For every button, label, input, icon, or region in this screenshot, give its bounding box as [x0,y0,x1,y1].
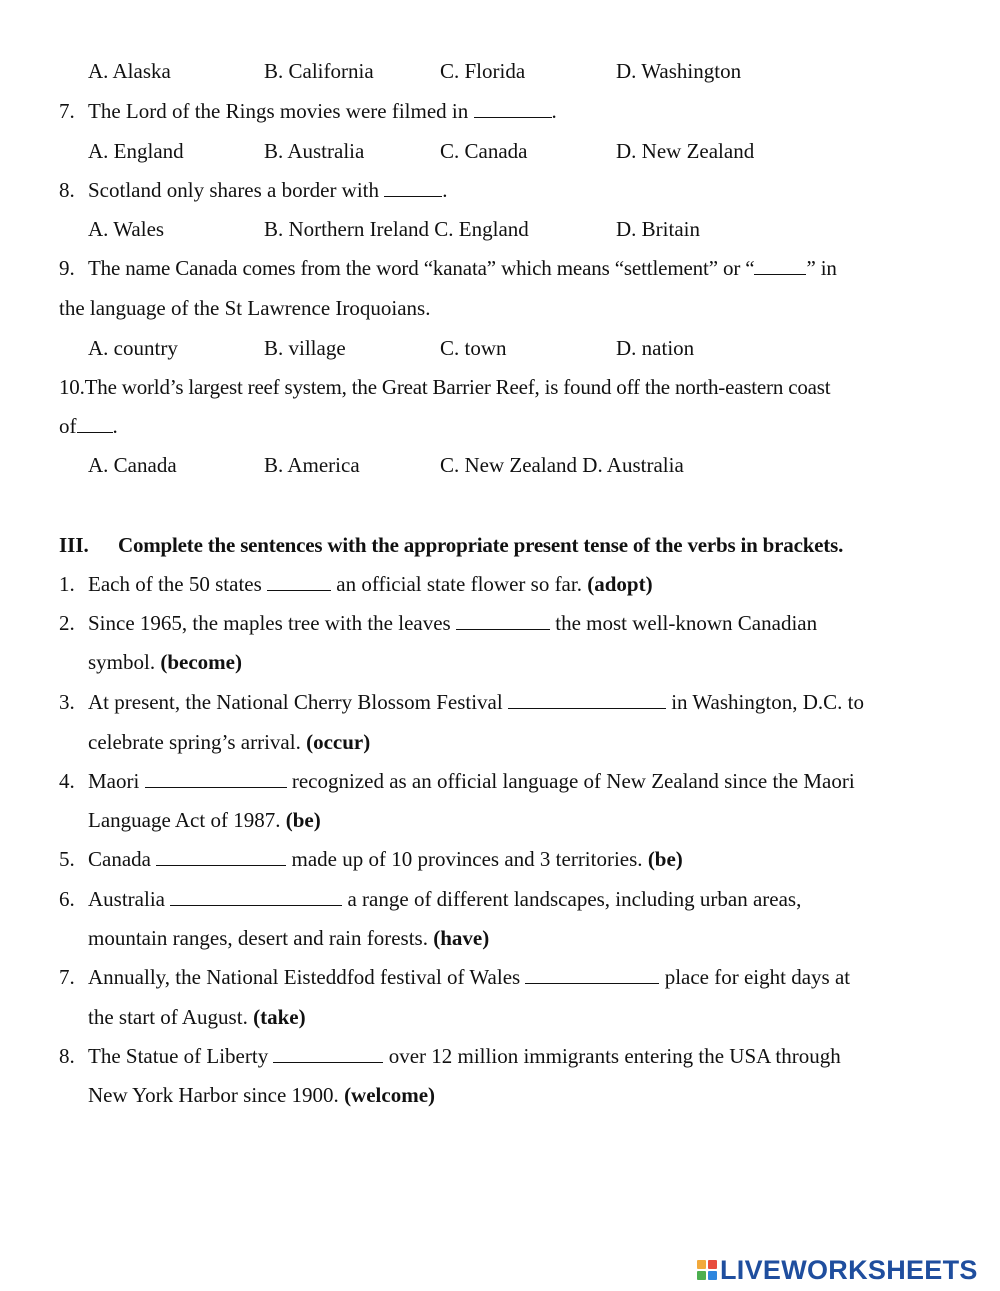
logo-square-icon [708,1271,717,1280]
item-text-end: made up of 10 provinces and 3 territories. [291,847,643,871]
option[interactable]: D. nation [616,336,695,360]
answer-blank[interactable] [384,180,442,197]
option[interactable]: D. Washington [616,59,742,83]
item-number: 5. [59,847,75,871]
exercise-item-3-continuation [88,730,370,754]
liveworksheets-logo [697,1252,978,1288]
option[interactable]: A. Canada [88,453,177,477]
verb-hint: (have) [433,926,490,950]
answer-blank[interactable] [754,258,806,275]
verb-hint: (occur) [306,730,371,754]
option[interactable]: A. England [88,139,184,163]
question-text: The Lord of the Rings movies were filmed in [88,99,469,123]
item-text: the start of August. [88,1005,248,1029]
question-text-end: . [112,414,118,438]
question-10: 10.The world’s largest reef system, the Great Barrier Reef, is found off the north-eastern coast [59,375,831,399]
verb-hint: (welcome) [344,1083,436,1107]
verb-hint: (take) [253,1005,306,1029]
exercise-item-8-continuation [88,1083,435,1107]
exercise-item-4-continuation [88,808,321,832]
question-text: The name Canada comes from the word “kanata” which means “settlement” or “ [88,256,755,280]
item-number: 4. [59,769,75,793]
option[interactable]: A. Wales [88,217,165,241]
item-text-end: a range of different landscapes, including urban areas, [347,887,802,911]
option[interactable]: C. Florida [440,59,526,83]
exercise-item-6-continuation [88,926,489,950]
item-number: 1. [59,572,75,596]
item-text: Language Act of 1987. [88,808,281,832]
option[interactable]: B. California [264,59,374,83]
verb-hint: (be) [285,808,321,832]
logo-square-icon [697,1271,706,1280]
option[interactable]: B. village [264,336,346,360]
logo-icon [697,1260,717,1280]
verb-hint: (be) [647,847,683,871]
item-text: The Statue of Liberty [88,1044,269,1068]
logo-text: LIVEWORKSHEETS [720,1254,978,1285]
section-number: III. [59,533,89,557]
logo-square-icon [697,1260,706,1269]
item-text: Maori [88,769,140,793]
item-text: Australia [88,887,165,911]
item-text-end: an official state flower so far. [336,572,582,596]
option[interactable]: C. New Zealand D. Australia [440,453,684,477]
option[interactable]: B. America [264,453,360,477]
answer-blank[interactable] [156,849,286,866]
logo-square-icon [708,1260,717,1269]
item-number: 8. [59,1044,75,1068]
answer-blank[interactable] [267,574,331,591]
item-text: Canada [88,847,151,871]
answer-blank[interactable] [145,771,287,788]
answer-blank[interactable] [170,889,342,906]
answer-blank[interactable] [525,967,659,984]
option[interactable]: D. New Zealand [616,139,755,163]
item-text: Each of the 50 states [88,572,262,596]
question-number: 9. [59,256,75,280]
item-number: 6. [59,887,75,911]
item-text-end: the most well-known Canadian [555,611,818,635]
answer-blank[interactable] [456,613,550,630]
question-10-continuation [59,414,118,438]
item-text: symbol. [88,650,156,674]
verb-hint: (adopt) [587,572,653,596]
option[interactable]: A. Alaska [88,59,171,83]
answer-blank[interactable] [77,416,113,433]
question-text-end: . [551,99,557,123]
item-text: celebrate spring’s arrival. [88,730,301,754]
question-text-end: . [442,178,448,202]
item-text: mountain ranges, desert and rain forests. [88,926,428,950]
question-9-continuation: the language of the St Lawrence Iroquoians. [59,296,431,320]
option[interactable]: B. Northern Ireland C. England [264,217,529,241]
exercise-item-7-continuation [88,1005,306,1029]
verb-hint: (become) [160,650,242,674]
question-text: Scotland only shares a border with [88,178,380,202]
question-number: 7. [59,99,75,123]
item-number: 3. [59,690,75,714]
item-text: Since 1965, the maples tree with the leaves [88,611,451,635]
option[interactable]: B. Australia [264,139,365,163]
option[interactable]: D. Britain [616,217,700,241]
item-text: New York Harbor since 1900. [88,1083,339,1107]
item-text-end: place for eight days at [664,965,851,989]
answer-blank[interactable] [474,101,552,118]
item-text: Annually, the National Eisteddfod festival of Wales [88,965,521,989]
item-text-end: in Washington, D.C. to [671,690,864,714]
exercise-item-2-continuation [88,650,242,674]
option[interactable]: A. country [88,336,178,360]
option[interactable]: C. town [440,336,507,360]
item-text: At present, the National Cherry Blossom Festival [88,690,503,714]
answer-blank[interactable] [508,692,666,709]
option[interactable]: C. Canada [440,139,528,163]
question-number: 8. [59,178,75,202]
item-text-end: recognized as an official language of New Zealand since the Maori [291,769,855,793]
item-text-end: over 12 million immigrants entering the USA through [388,1044,841,1068]
question-text: of [59,414,77,438]
answer-blank[interactable] [273,1046,383,1063]
item-number: 7. [59,965,75,989]
question-text-end: ” in [806,256,837,280]
item-number: 2. [59,611,75,635]
section-instructions: Complete the sentences with the appropriate present tense of the verbs in brackets. [118,533,844,557]
